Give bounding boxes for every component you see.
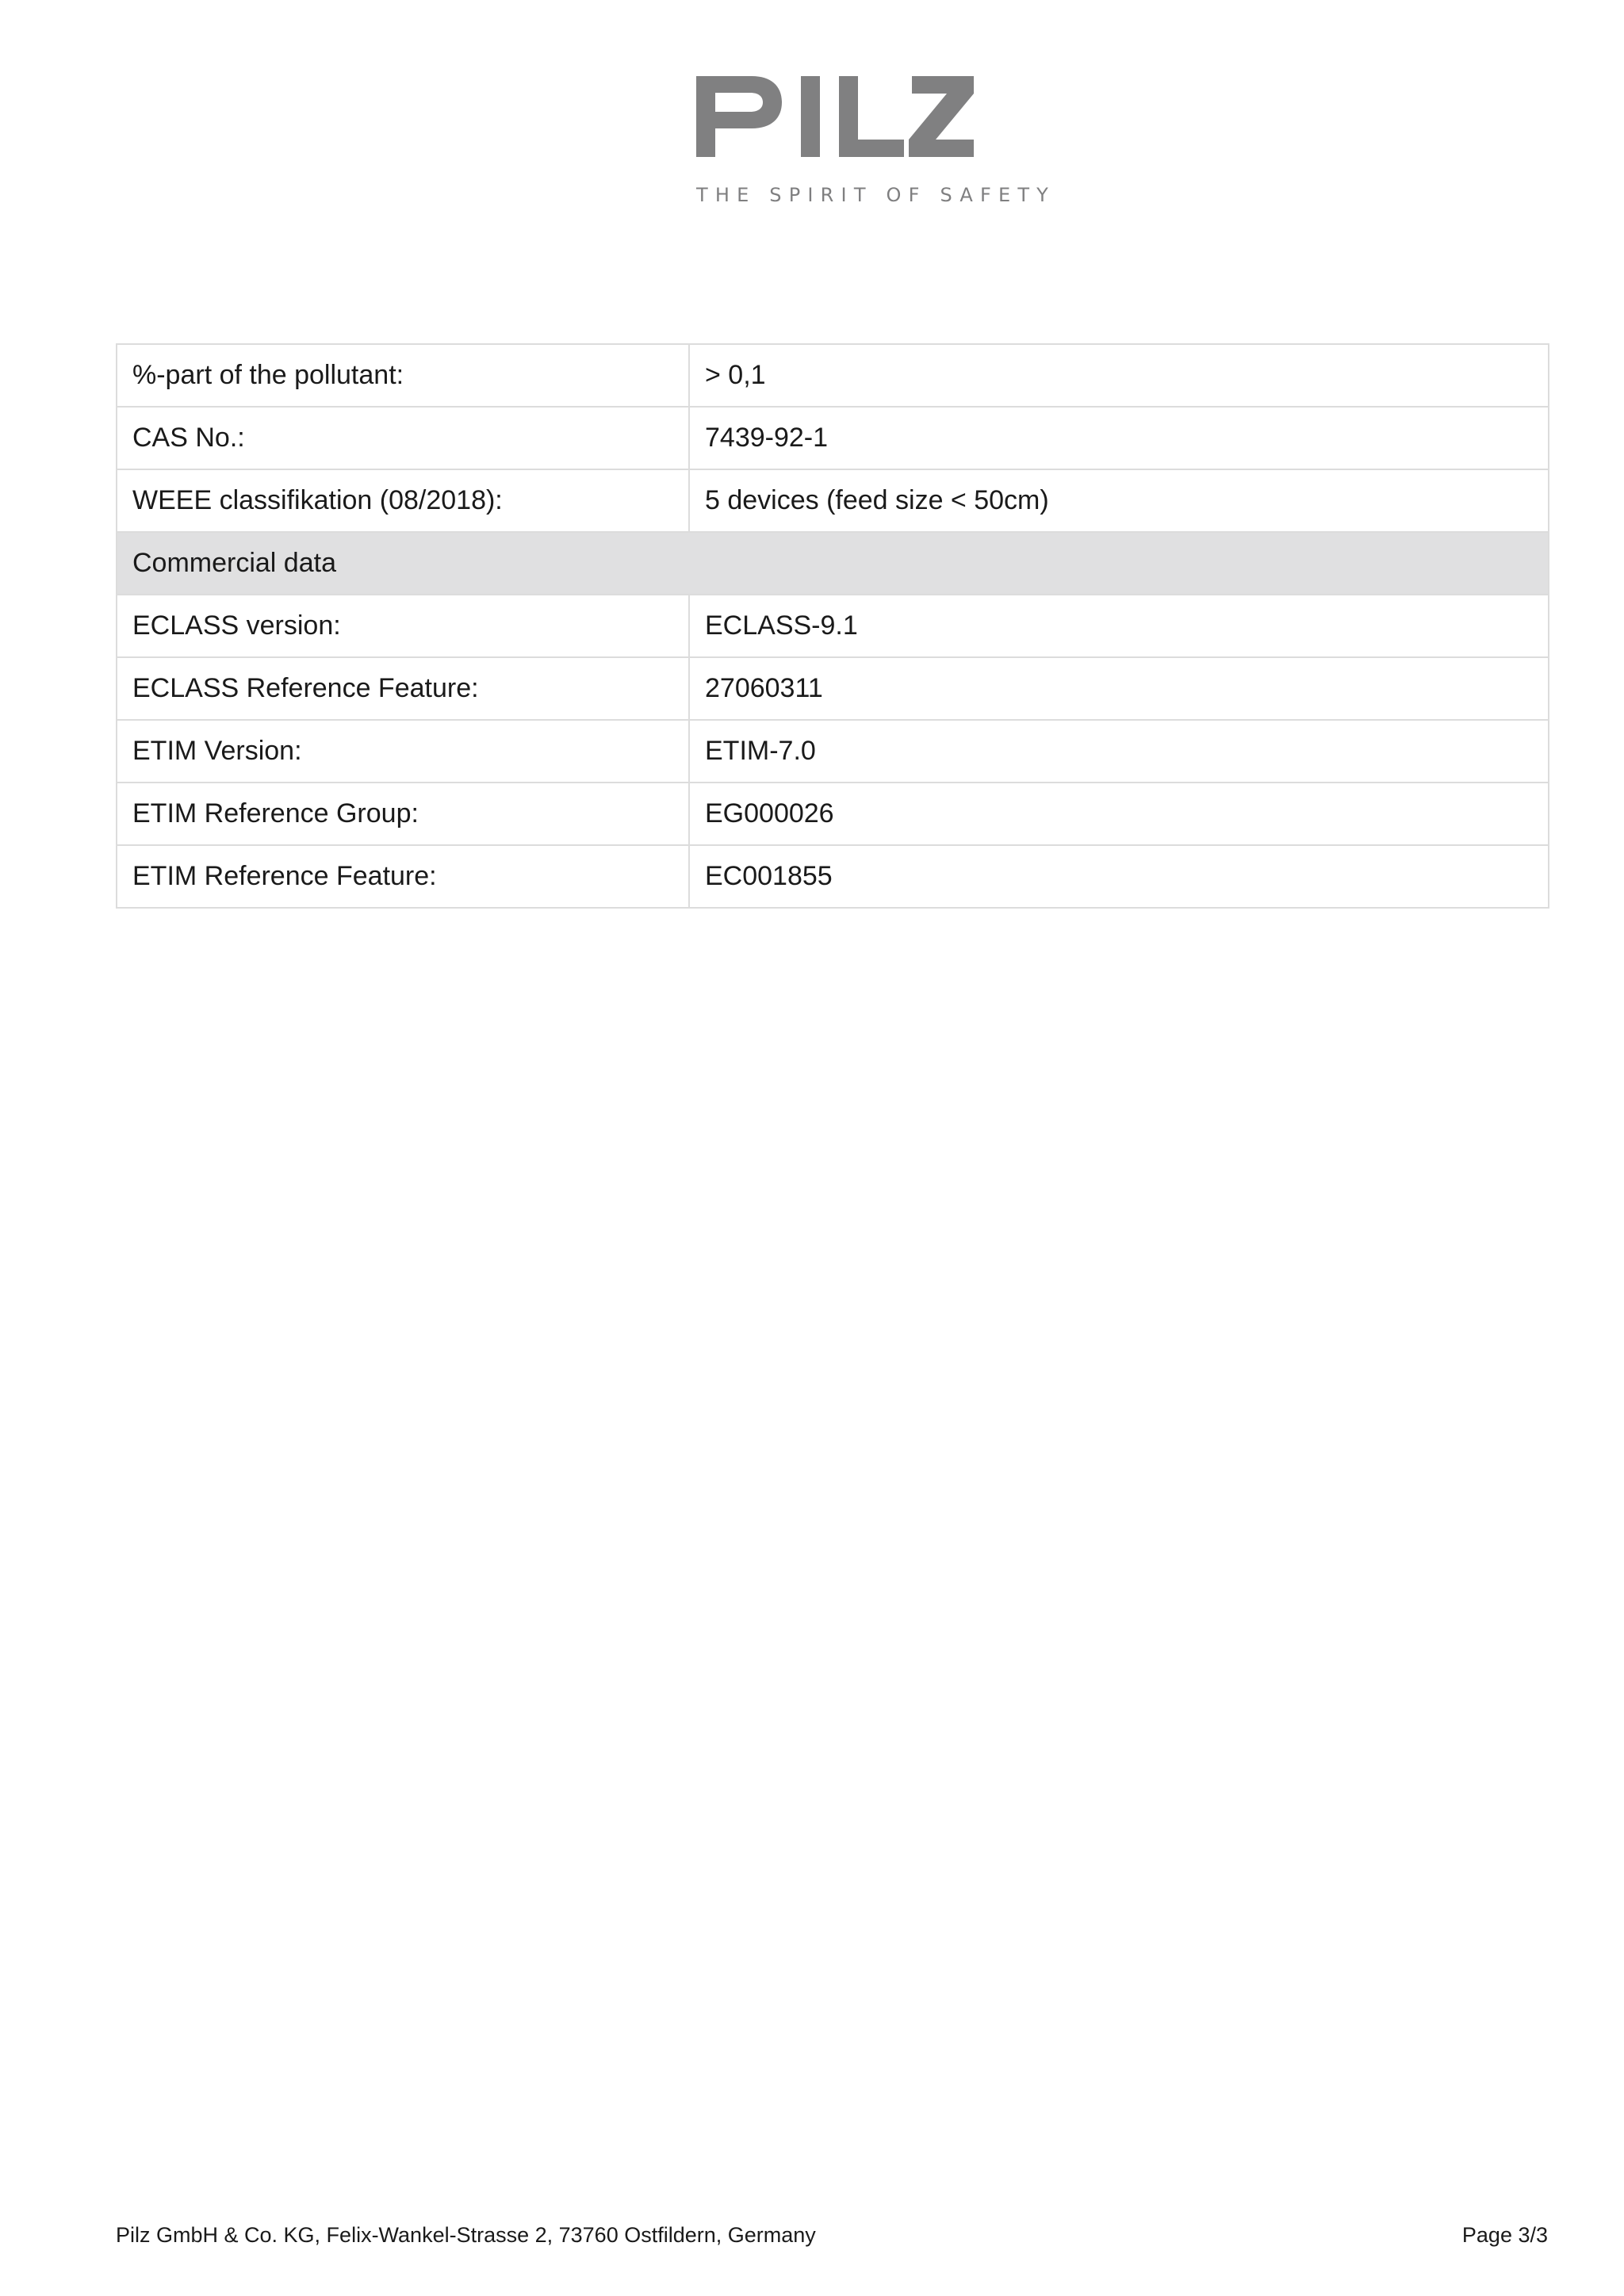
row-value: 7439-92-1 <box>689 407 1549 469</box>
pilz-wordmark <box>696 76 974 162</box>
row-label: ETIM Version: <box>117 720 689 783</box>
row-value: 27060311 <box>689 657 1549 720</box>
row-value: > 0,1 <box>689 344 1549 407</box>
row-label: ETIM Reference Group: <box>117 783 689 845</box>
row-label: ECLASS version: <box>117 595 689 657</box>
row-value: ECLASS-9.1 <box>689 595 1549 657</box>
table-row <box>117 344 1549 407</box>
table-row <box>117 469 1549 532</box>
row-value: 5 devices (feed size < 50cm) <box>689 469 1549 532</box>
row-value: EC001855 <box>689 845 1549 908</box>
row-label: WEEE classifikation (08/2018): <box>117 469 689 532</box>
section-header-row <box>117 532 1549 595</box>
footer-page-number: Page 3/3 <box>1461 2223 1548 2247</box>
table-row <box>117 595 1549 657</box>
table-row <box>117 657 1549 720</box>
row-label: %-part of the pollutant: <box>117 344 689 407</box>
pilz-logo <box>696 76 1056 211</box>
table-row <box>117 845 1549 908</box>
table-row <box>117 783 1549 845</box>
section-title: Commercial data <box>117 532 1549 595</box>
row-value: ETIM-7.0 <box>689 720 1549 783</box>
product-data-table <box>116 343 1549 909</box>
row-value: EG000026 <box>689 783 1549 845</box>
table-row <box>117 720 1549 783</box>
row-label: CAS No.: <box>117 407 689 469</box>
logo-tagline: THE SPIRIT OF SAFETY <box>696 184 1056 206</box>
row-label: ETIM Reference Feature: <box>117 845 689 908</box>
row-label: ECLASS Reference Feature: <box>117 657 689 720</box>
footer-address: Pilz GmbH & Co. KG, Felix-Wankel-Strasse 2, 73760 Ostfildern, Germany <box>116 2223 816 2247</box>
table-row <box>117 407 1549 469</box>
